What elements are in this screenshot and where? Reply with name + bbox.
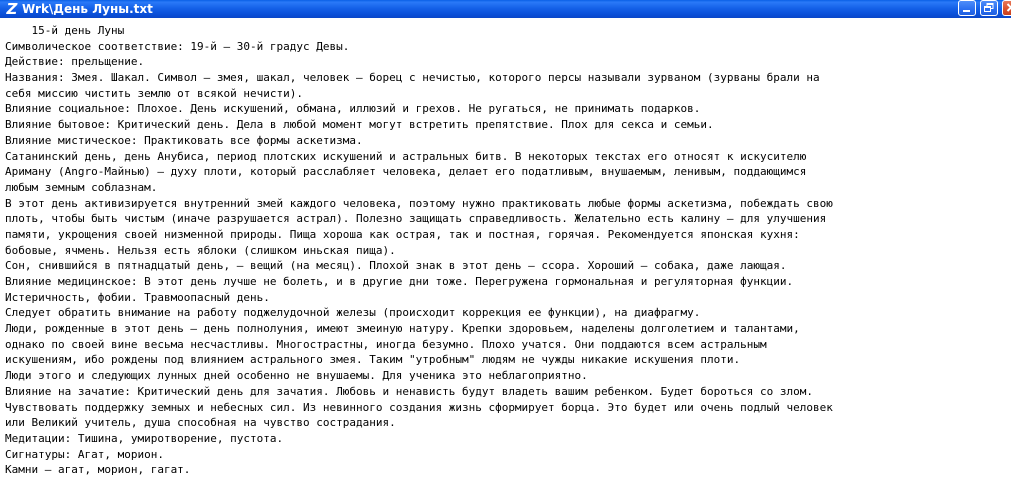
text-line: плоть, чтобы быть чистым (иначе разрушается астрал). Полезно защищать справедливость. Желательно есть калину – для улучшения: [5, 212, 827, 226]
text-line: Камни – агат, морион, гагат.: [5, 463, 191, 477]
text-line: Медитации: Тишина, умиротворение, пустота.: [5, 431, 284, 445]
text-line: Символическое соответствие: 19-й – 30-й градус Девы.: [5, 39, 350, 53]
text-line: Названия: Змея. Шакал. Символ – змея, шакал, человек – борец с нечистью, которого персы называли зурваном (зурваны брали на: [5, 71, 820, 85]
text-line: Действие: прельщение.: [5, 55, 145, 69]
text-line: Люди этого и следующих лунных дней особенно не внушаемы. Для ученика это неблагоприятно.: [5, 369, 588, 383]
text-line: Сатанинский день, день Анубиса, период плотских искушений и астральных битв. В некоторых текстах его относят к искусителю: [5, 149, 807, 163]
title-bar[interactable]: [0, 0, 1011, 18]
text-line: Люди, рожденные в этот день – день полнолуния, имеют змеиную натуру. Крепки здоровьем, наделены долголетием и талантами,: [5, 322, 800, 336]
text-editor-area[interactable]: [0, 18, 1011, 498]
text-line: бобовые, ячмень. Нельзя есть яблоки (слишком иньская пища).: [5, 243, 396, 257]
restore-button[interactable]: [980, 0, 998, 16]
minimize-icon: [959, 1, 975, 15]
notepad-z-icon[interactable]: Z: [6, 0, 18, 18]
text-line: Истеричность, фобии. Травмоопасный день.: [5, 290, 270, 304]
close-button[interactable]: [1002, 0, 1011, 16]
text-line: или Великий учитель, душа способная на чувство сострадания.: [5, 416, 396, 430]
text-line: себя миссию чистить землю от всякой нечисти).: [5, 86, 304, 100]
text-line: однако по своей вине весьма несчастливы. Многострастны, иногда безумно. Плохо учатся. Они поддаются всем астральным: [5, 337, 767, 351]
text-line: 15-й день Луны: [5, 24, 125, 37]
text-line: любым земным соблазнам.: [5, 180, 158, 194]
text-line: памяти, укрощения своей низменной природы. Пища хороша как острая, так и постная, горячая. Рекомендуется японская кухня:: [5, 227, 800, 241]
text-line: Влияние на зачатие: Критический день для зачатия. Любовь и ненависть будут владеть вашим ребенком. Будет бороться со злом.: [5, 384, 813, 398]
close-icon: [1003, 1, 1011, 15]
text-line: Влияние бытовое: Критический день. Дела в любой момент могут встретить препятствие. Плох для секса и семьи.: [5, 118, 714, 132]
text-line: Чувствовать поддержку земных и небесных сил. Из невинного создания жизнь сформирует борца. Это будет или очень подлый человек: [5, 400, 833, 414]
restore-icon: [981, 1, 997, 15]
window-title: Wrk\День Луны.txt: [22, 2, 153, 16]
text-line: Сон, снившийся в пятнадцатый день, – вещий (на месяц). Плохой знак в этот день – ссора. Хороший – собака, даже лающая.: [5, 259, 787, 273]
text-line: Ариману (Angro-Майнью) – духу плоти, который расслабляет человека, делает его податливым, внушаемым, ленивым, поддающимся: [5, 165, 807, 179]
text-line: Следует обратить внимание на работу поджелудочной железы (происходит коррекция ее функции), на диафрагму.: [5, 306, 701, 320]
text-line: Влияние социальное: Плохое. День искушений, обмана, иллюзий и грехов. Не ругаться, не принимать подарков.: [5, 102, 701, 116]
text-line: Сигнатуры: Агат, морион.: [5, 447, 164, 461]
text-line: Влияние медицинское: В этот день лучше не болеть, и в другие дни тоже. Перегружена гормональная и регуляторная функции.: [5, 275, 794, 288]
text-line: В этот день активизируется внутренний змей каждого человека, поэтому нужно практиковать любые формы аскетизма, побеждать свою: [5, 196, 833, 210]
text-line: искушениям, ибо рождены под влиянием астрального змея. Таким "утробным" людям не чужды никакие искушения плоти.: [5, 353, 741, 367]
text-line: Влияние мистическое: Практиковать все формы аскетизма.: [5, 133, 363, 147]
minimize-button[interactable]: [958, 0, 976, 16]
